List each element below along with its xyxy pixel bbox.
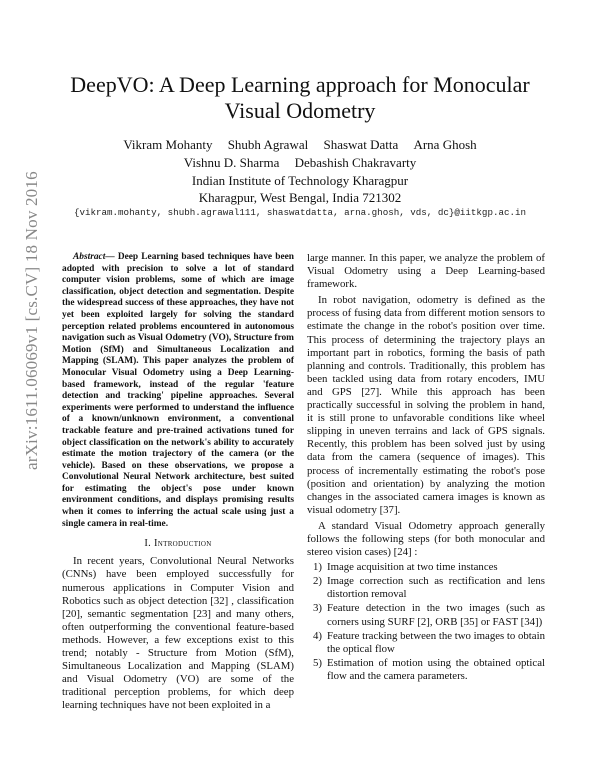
vo-steps-intro: A standard Visual Odometry approach generally follows the following steps (for both monocular and stereo vision cases) [24] : [307,519,545,559]
list-item: 5) Estimation of motion using the obtained optical flow and the camera parameters. [313,656,545,682]
affiliation: Indian Institute of Technology Kharagpur [191,173,409,188]
section-heading: I. Introduction [144,538,212,550]
left-column [62,252,294,712]
author: Shubh Agrawal [227,137,309,152]
author-line-2 [60,154,540,172]
email-addresses: {vikram.mohanty, shubh.agrawal111, shaswatdatta, arna.ghosh, vds, dc}@iitkgp.ac.in [73,207,527,218]
author-list [60,136,540,172]
arxiv-stamp: arXiv:1611.06069v1 [cs.CV] 18 Nov 2016 [22,171,41,470]
intro-paragraph: In recent years, Convolutional Neural Networks (CNNs) have been employed successfully for numerous applications in Computer Vision and Robotics such as object detection [32] , classification [20], semantic segmentation [23] and many others, often outperforming the conventional feature-based methods. However, a few exceptions exist to this trend; notably - Structure from Motion (SfM), Simultaneous Localization and Mapping (SLAM) and Visual Odometry (VO) are some of the traditional perception problems, for which deep learning techniques have not been exploited in a [62,555,294,712]
author: Arna Ghosh [413,137,477,152]
list-item: 1) Image acquisition at two time instances [313,561,498,574]
odometry-paragraph: In robot navigation, odometry is defined as the process of fusing data from different motion sensors to estimate the change in the robot's position over time. This process of determining the trajectory plays an important part in robotics, forming the basis of path planning and controls. Traditionally, this problem has been tackled using data from rotary encoders, IMU and GPS [27]. While this approach has been practically successful in solving the problem in hand, it is still prone to unfavorable conditions like wheel slipping in uneven terrains and lack of GPS signals. Recently, this problem has been solved just by using data from the camera (sequence of images). This process of incrementally estimating the robot's pose (position and orientation) by analyzing the motion changes in the associated camera images is known as visual odometry [37]. [307,294,545,516]
abstract-text: — Deep Learning based techniques have been adopted with precision to solve a lot of standard computer vision problems, some of which are image classification, object detection and segmentation. Despite the widespread success of these approaches, they have not yet been exploited largely for solving the standard perception related problems encountered in autonomous navigation such as Visual Odometry (VO), Structure from Motion (SfM) and Simultaneous Localization and Mapping (SLAM). This paper analyzes the problem of Monocular Visual Odometry using a Deep Learning-based framework, instead of the regular 'feature detection and tracking' pipeline approaches. Several experiments were performed to understand the influence of a known/unknown environment, a conventional trackable feature and pre-trained activations tuned for object classification on the network's ability to accurately estimate the motion trajectory of the camera (or the vehicle). Based on these observations, we propose a Convolutional Neural Network architecture, best suited for estimating the object's pose under known environment conditions, and displays promising results when it comes to inferring the actual scale using just a single camera in real-time. [62,252,294,529]
author-line-1 [60,136,540,154]
list-item: 2) Image correction such as rectification and lens distortion removal [313,575,545,601]
list-item: 4) Feature tracking between the two images to obtain the optical flow [313,629,545,655]
location: Kharagpur, West Bengal, India 721302 [198,190,402,205]
right-column [307,252,545,684]
author: Debashish Chakravarty [294,155,417,170]
vo-steps-list [307,561,545,683]
author: Vikram Mohanty [123,137,213,152]
paper-title: DeepVO: A Deep Learning approach for Monocular Visual Odometry [70,72,530,123]
abstract [62,252,294,530]
list-item: 3) Feature detection in the two images (such as corners using SURF [2], ORB [35] or FAST [34]) [313,602,545,628]
intro-continuation: large manner. In this paper, we analyze the problem of Visual Odometry using a Deep Learning-based framework. [307,252,545,291]
abstract-label: Abstract [73,252,106,262]
author: Shaswat Datta [323,137,399,152]
author: Vishnu D. Sharma [183,155,280,170]
